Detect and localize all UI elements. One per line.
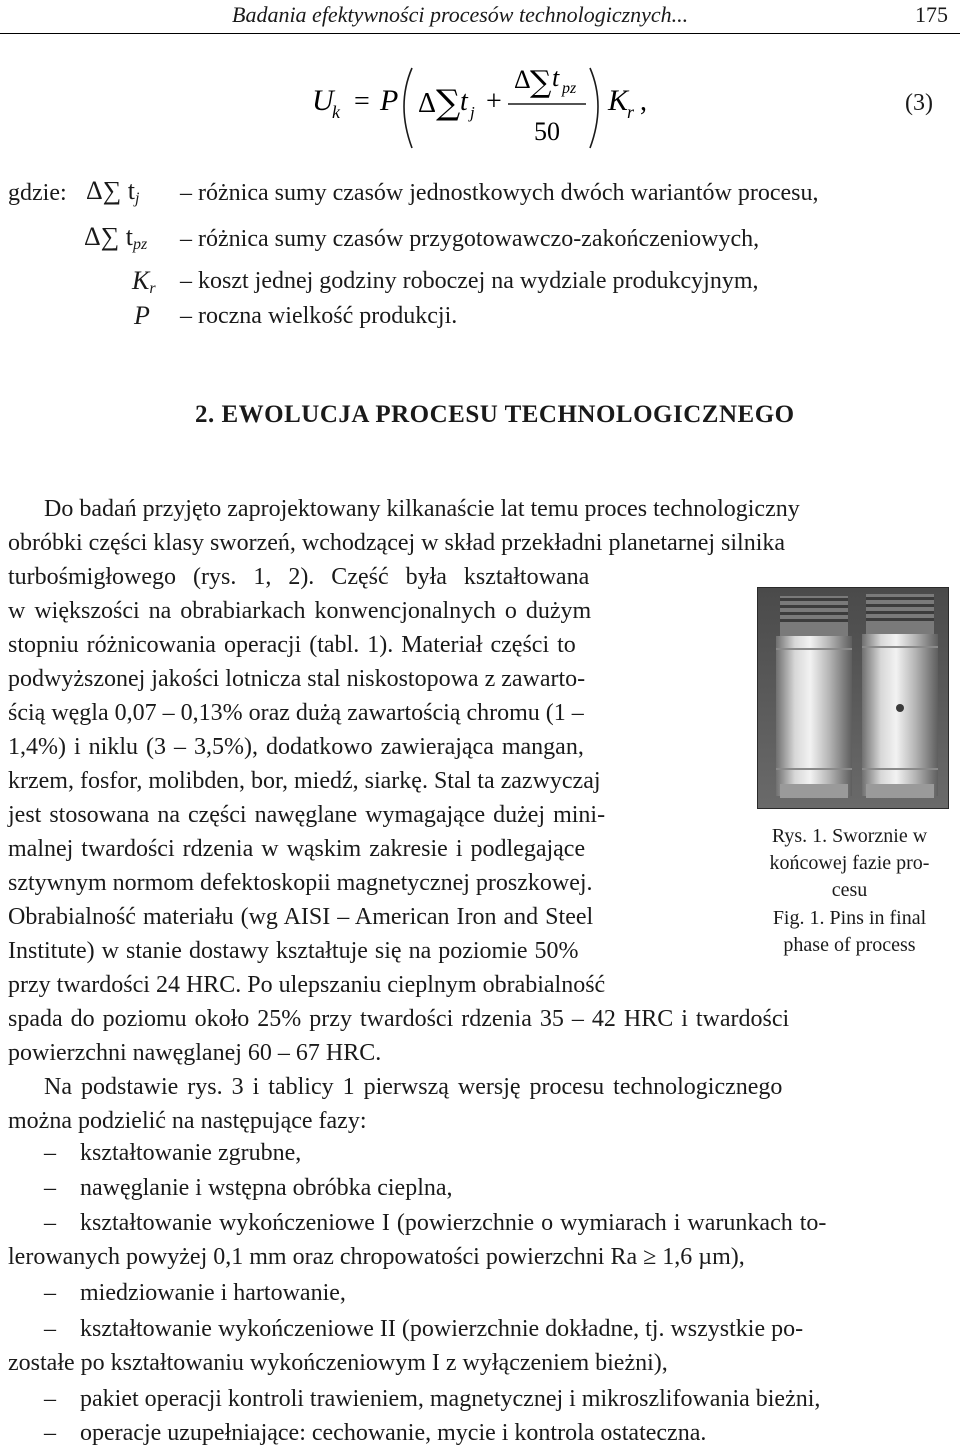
- formula-t-1: t: [460, 86, 468, 117]
- bullet-dash-1: –: [44, 1140, 56, 1166]
- body-line-2: obróbki części klasy sworzeń, wchodzącej w skład przekładni planetarnej silnika: [8, 530, 786, 556]
- body-line-16: spada do poziomu około 25% przy twardości rdzenia 35 – 42 HRC i twardości: [8, 1006, 790, 1032]
- body-line-8: 1,4%) i niklu (3 – 3,5%), dodatkowo zawierająca mangan,: [8, 734, 584, 760]
- bullet-text-6: pakiet operacji kontroli trawieniem, magnetycznej i mikroszlifowania bieżni,: [80, 1386, 821, 1412]
- formula-sub-j: j: [470, 103, 475, 122]
- legend-symbol-2: Δ∑ $t_{pz}$: [84, 222, 148, 254]
- bullet-dash-5: –: [44, 1316, 56, 1342]
- formula-equals: =: [354, 86, 370, 117]
- formula-k: K: [608, 84, 629, 117]
- bullet-text-4: miedziowanie i hartowanie,: [80, 1280, 346, 1306]
- legend-symbol-1: Δ∑ $t_j$: [86, 176, 140, 208]
- bullet-text-5b: zostałe po kształtowaniu wykończeniowym I z wyłączeniem bieżni),: [8, 1350, 668, 1376]
- figure-caption-pl-3: cesu: [831, 879, 868, 901]
- figure-caption-pl-2: końcowej fazie pro-: [769, 852, 930, 874]
- formula-lhs-sub: k: [332, 102, 340, 122]
- formula-p: P: [380, 84, 399, 117]
- body-line-14: Institute) w stanie dostawy kształtuje się na poziomie 50%: [8, 938, 579, 964]
- formula-delta-1: Δ: [418, 88, 437, 119]
- formula-3: [300, 60, 660, 155]
- bullet-text-3a: kształtowanie wykończeniowe I (powierzchnie o wymiarach i warunkach to-: [80, 1210, 827, 1236]
- bullet-dash-3: –: [44, 1210, 56, 1236]
- bullet-text-3b: lerowanych powyżej 0,1 mm oraz chropowatości powierzchni Ra ≥ 1,6 µm),: [8, 1244, 745, 1270]
- body-line-12: sztywnym normom defektoskopii magnetycznej proszkowej.: [8, 870, 593, 896]
- bullet-dash-6: –: [44, 1386, 56, 1412]
- body-line-5: stopniu różnicowania operacji (tabl. 1). Materiał części to: [8, 632, 576, 658]
- body-line-18: Na podstawie rys. 3 i tablicy 1 pierwszą wersję procesu technologicznego: [44, 1074, 783, 1100]
- section-heading: 2. EWOLUCJA PROCESU TECHNOLOGICZNEGO: [195, 401, 795, 428]
- legend-text-1: – różnica sumy czasów jednostkowych dwóch wariantów procesu,: [180, 180, 819, 206]
- body-line-11: malnej twardości rdzenia w wąskim zakresie i podlegające: [8, 836, 586, 862]
- bullet-dash-7: –: [44, 1420, 56, 1446]
- body-line-13: Obrabialność materiału (wg AISI – American Iron and Steel: [8, 904, 594, 930]
- body-line-15: przy twardości 24 HRC. Po ulepszaniu cieplnym obrabialność: [8, 972, 606, 998]
- body-line-1: Do badań przyjęto zaprojektowany kilkanaście lat temu proces technologiczny: [44, 496, 800, 522]
- formula-sum-1: ∑: [436, 83, 461, 123]
- body-line-10: jest stosowana na części nawęglane wymagające dużej mini-: [8, 802, 606, 828]
- body-line-3: turbośmigłowego (rys. 1, 2). Część była kształtowana: [8, 564, 590, 590]
- legend-text-3: – koszt jednej godziny roboczej na wydziale produkcyjnym,: [180, 268, 759, 294]
- formula-lhs: U: [312, 84, 334, 117]
- formula-sum-2: ∑: [530, 65, 552, 100]
- equation-number: (3): [905, 90, 933, 116]
- formula-left-paren: [404, 68, 412, 148]
- figure-caption-en-1: Fig. 1. Pins in final: [772, 907, 927, 929]
- formula-k-sub: r: [627, 102, 635, 122]
- legend-symbol-4: P: [134, 301, 150, 330]
- figure-caption-pl-1: Rys. 1. Sworznie w: [771, 825, 928, 847]
- body-line-17: powierzchni nawęglanej 60 – 67 HRC.: [8, 1040, 382, 1066]
- formula-sub-pz: pz: [562, 80, 577, 97]
- legend-text-4: – roczna wielkość produkcji.: [180, 303, 458, 329]
- figure-pins-photo: [757, 587, 949, 809]
- figure-caption-en-2: phase of process: [783, 934, 916, 956]
- bullet-dash-2: –: [44, 1175, 56, 1201]
- formula-delta-2: Δ: [514, 65, 531, 94]
- running-header-title: Badania efektywności procesów technologicznych...: [232, 2, 689, 27]
- formula-comma: ,: [640, 86, 647, 117]
- formula-denominator: 50: [534, 117, 560, 146]
- bullet-text-1: kształtowanie zgrubne,: [80, 1140, 302, 1166]
- bullet-dash-4: –: [44, 1280, 56, 1306]
- legend-text-2: – różnica sumy czasów przygotowawczo-zakończeniowych,: [180, 226, 760, 252]
- bullet-text-7: operacje uzupełniające: cechowanie, mycie i kontrola ostateczna.: [80, 1420, 707, 1446]
- body-line-7: ścią węgla 0,07 – 0,13% oraz dużą zawartością chromu (1 –: [8, 700, 584, 726]
- page-number: 175: [915, 2, 948, 27]
- body-line-9: krzem, fosfor, molibden, bor, miedź, siarkę. Stal ta zazwyczaj: [8, 768, 601, 794]
- formula-plus: +: [486, 86, 502, 117]
- pin-right: [862, 594, 938, 798]
- formula-svg: [300, 60, 660, 155]
- pin-left: [776, 596, 852, 798]
- pins-illustration: [758, 588, 948, 808]
- bullet-text-5a: kształtowanie wykończeniowe II (powierzchnie dokładne, tj. wszystkie po-: [80, 1316, 804, 1342]
- formula-right-paren: [590, 68, 598, 148]
- bullet-text-2: nawęglanie i wstępna obróbka cieplna,: [80, 1175, 453, 1201]
- where-label: gdzie:: [8, 180, 67, 206]
- formula-t-2: t: [552, 63, 560, 92]
- body-line-4: w większości na obrabiarkach konwencjonalnych o dużym: [8, 598, 592, 624]
- header-divider: [0, 33, 960, 34]
- body-line-19: można podzielić na następujące fazy:: [8, 1108, 367, 1134]
- body-line-6: podwyższonej jakości lotnicza stal niskostopowa z zawarto-: [8, 666, 586, 692]
- legend-symbol-3: $K_r$: [132, 266, 156, 298]
